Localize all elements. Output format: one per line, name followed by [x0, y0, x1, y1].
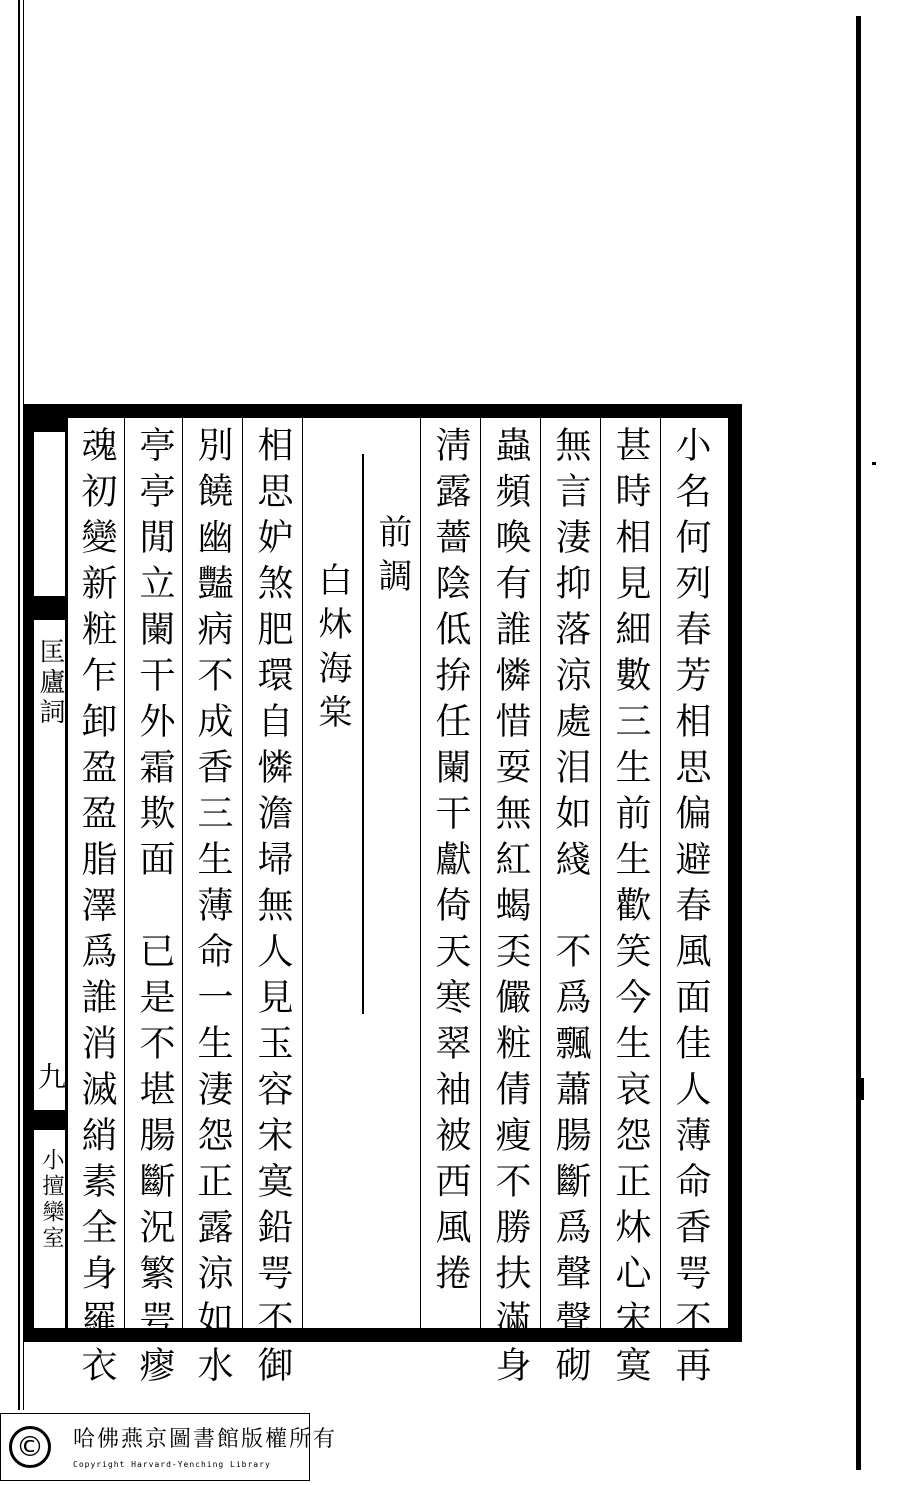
- copyright-icon: ©: [9, 1426, 51, 1468]
- text-column-11: 魂初變新粧乍卸盈盈脂澤爲誰消滅綃素全身羅衣: [76, 426, 117, 1392]
- poem-title-qiandiao: 前調: [372, 514, 412, 602]
- margin-speck: [856, 1078, 864, 1100]
- text-column-8: 相思妒煞肥環自憐澹埽無人見玉容宋寞鉛咢不御: [252, 426, 293, 1392]
- column-divider: [540, 418, 541, 1328]
- fishtail-mark-lower: [34, 1110, 68, 1130]
- column-divider: [600, 418, 601, 1328]
- fishtail-mark-upper: [34, 596, 68, 620]
- right-edge-rule: [856, 16, 861, 1470]
- printed-leaf-frame: [24, 404, 742, 1392]
- column-divider: [302, 418, 303, 1328]
- column-divider: [242, 418, 243, 1328]
- column-divider: [362, 454, 364, 1014]
- column-divider: [124, 418, 125, 1328]
- column-divider: [660, 418, 661, 1328]
- column-divider: [480, 418, 481, 1328]
- column-divider: [182, 418, 183, 1328]
- fishtail-mark-top: [34, 418, 68, 432]
- text-column-4: 蟲頻喚有誰憐惜耍無紅蝎奀儼粧倩瘦不勝扶滿身: [490, 426, 531, 1392]
- margin-speck: [872, 462, 876, 465]
- column-divider: [420, 418, 421, 1328]
- edge-subtitle: 小擅欒室: [39, 1148, 64, 1252]
- copyright-stamp: [0, 1413, 338, 1481]
- folio-number: 九: [34, 1062, 67, 1094]
- text-column-5: 淸露薔陰低拚任闌干獻倚天寒翠袖被西風捲: [430, 426, 471, 1300]
- text-column-1: 小名何列春芳相思偏避春風面佳人薄命香咢不再: [670, 426, 711, 1392]
- block-edge-column: [34, 418, 68, 1328]
- copyright-text-en: Copyright Harvard-Yenching Library: [73, 1460, 271, 1469]
- text-column-3: 無言淒抑落涼處泪如綫 不爲飄蕭腸斷爲聲聲砌: [550, 426, 591, 1392]
- edge-title: 匡廬詞: [35, 638, 65, 728]
- text-column-9: 別饒幽豔病不成香三生薄命一生淒怨正露涼如水: [192, 426, 233, 1392]
- copyright-text-cn: 哈佛燕京圖書館版權所有: [73, 1427, 338, 1452]
- poem-subtitle: 白炑海棠: [312, 562, 352, 738]
- text-column-2: 甚時相見細數三生前生歡笑今生哀怨正炑心宋寞: [610, 426, 651, 1392]
- left-edge-rule: [18, 0, 20, 1410]
- text-column-10: 亭亭閒立闌干外霜欺面 已是不堪腸斷況繁咢瘳: [134, 426, 175, 1392]
